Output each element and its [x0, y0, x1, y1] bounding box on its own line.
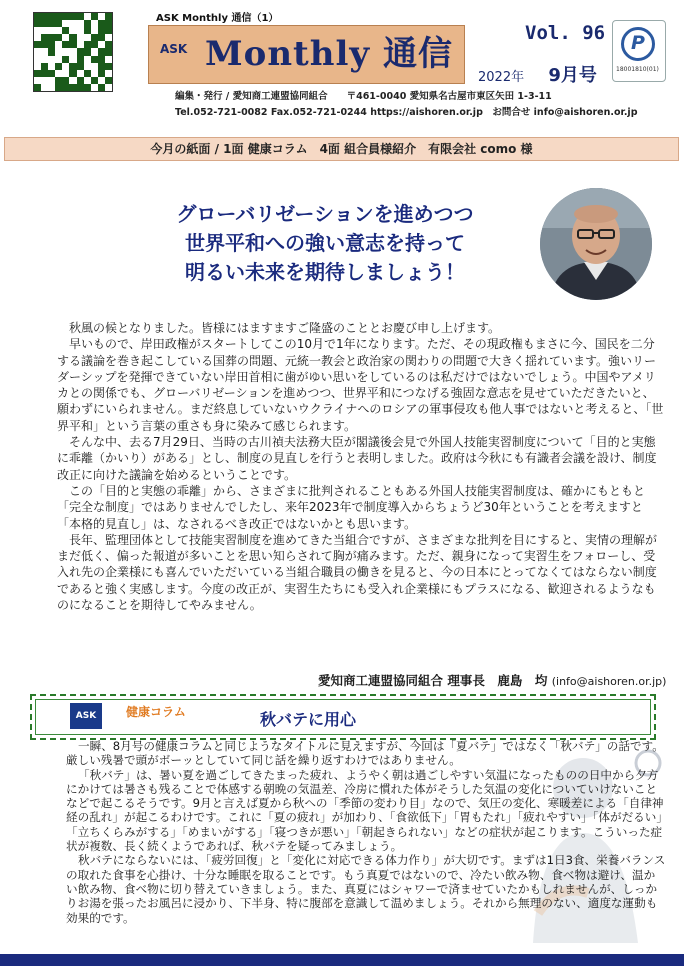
article-paragraph: この「目的と実態の乖離」から、さまざまに批判されることもある外国人技能実習制度は、確かにもともと「完全な制度」ではありませんでしたし、来年2023年で制度導入からちょうど30年ということを考えますと「本格的見直し」は、なされるべき改正ではないかとも思います。 — [57, 483, 646, 531]
issue-label: ASK Monthly 通信（1） — [156, 13, 279, 24]
portrait-icon — [540, 188, 652, 300]
signature-email[interactable]: (info@aishoren.or.jp) — [551, 675, 667, 688]
privacy-mark-logo — [612, 20, 666, 82]
chairman-photo — [540, 188, 652, 300]
column-body — [66, 739, 666, 925]
article-paragraph: 長年、監理団体として技能実習制度を進めてきた当組合ですが、さまざまな批判を目にすると、実情の理解がまだ低く、偏った報道が多いことを思い知らされて胸が痛みます。ただ、親身になって実習生をフォローし、受入れ先の企業様にも喜んでいただいている当組合職員の働きを見ると、今の日本にとってなくてはならない制度であると強く実感します。今度の改正が、実習生たちにも受入れ企業様にもプラスになる、歓迎されるようなものになることを期待してやみません。 — [57, 532, 658, 613]
issue-month: 9月号 — [548, 65, 597, 86]
article-paragraph: そんな中、去る7月29日、当時の古川禎夫法務大臣が閣議後会見で外国人技能実習制度について「目的と実態に乖離（かいり）がある」とし、制度の見直しを行うと表明しました。政府は今秋にも有識者会議を設け、制度改正に向けた議論を始めるということです。 — [57, 435, 657, 482]
privacy-p-icon: P — [631, 32, 645, 54]
headline-line: 明るい未来を期待しましょう！ — [185, 260, 465, 284]
article-paragraph: 秋風の候となりました。皆様にはますますご隆盛のこととお慶び申し上げます。 — [69, 321, 501, 335]
article-body — [57, 320, 665, 613]
column-paragraph: 秋バテにならないには、「疲労回復」と「変化に対応できる体力作り」が大切です。まずは1日3食、栄養バランスの取れた食事を心掛け、十分な睡眠を取ることです。もう真夏ではないので、冷たい飲み物、食べ物は避け、温かい飲み物、食べ物に切り替えていきましょう。また、真夏にはシャワーで済ませていたかもしれませんが、しっかりお湯を張ったお風呂に浸かり、下半身、特に腹部を意識して温めましょう。それから無理のない、適度な運動も効果的です。 — [66, 853, 666, 925]
issue-date — [478, 61, 597, 87]
contact-line: Tel.052-721-0082 Fax.052-721-0244 https://aishoren.or.jp お問合せ info@aishoren.or.jp — [175, 107, 638, 118]
column-label: 健康コラム — [126, 705, 186, 719]
column-title: 秋バテに用心 — [260, 710, 357, 729]
signature — [318, 671, 666, 689]
article-headline — [125, 200, 525, 287]
ask-logo-icon: ASK — [70, 703, 102, 729]
ask-label: ASK — [160, 42, 188, 56]
column-paragraph: 「秋バテ」は、暑い夏を過ごしてきたまった疲れ、ようやく朝は過ごしやすい気温になったものの日中から夕方にかけては暑さも残ることで体感する朝晩の気温差、冷房に慣れた体がそうした気温の変化についていけないことなどで起こるそうです。9月と言えば夏から秋への「季節の変わり目」なので、気圧の変化、寒暖差による「自律神経の乱れ」が起こるわけです。これに「夏の疲れ」が加わり、「食欲低下」「胃もたれ」「疲れやすい」「体がだるい」「立ちくらみがする」「めまいがする」「寝つきが悪い」「朝起きられない」などの症状が起こります。こういった症状が複数、長く続くようであれば、秋バテを疑ってみましょう。 — [66, 767, 664, 854]
signature-name: 愛知商工連盟協同組合 理事長 鹿島 均 — [318, 673, 548, 688]
headline-line: 世界平和への強い意志を持って — [185, 231, 465, 255]
article-paragraph: 早いもので、岸田政権がスタートしてこの10月で1年になります。ただ、その現政権もまさに今、国民を二分する議論を巻き起こしている国葬の問題、元統一教会と政治家の関わりの問題で大きく揺れています。強いリーダーシップを発揮できていない岸田首相に歯がゆい思いをしているのは私だけではないでしょう。中国やアメリカとの関係でも、グローバリゼーションを進めつつ、世界平和につなげる強固な意志を見せていただきたいと、願わずにいられません。まだ終息していないウクライナへのロシアの軍事侵攻も他人事ではないと考えると、「世界平和」という言葉の重さも身に染みて感じられます。 — [57, 337, 664, 433]
contents-bar: 今月の紙面 / 1面 健康コラム 4面 組合員様紹介 有限会社 como 様 — [4, 137, 679, 161]
qr-code[interactable] — [33, 12, 113, 92]
newsletter-title: Monthly 通信 — [205, 34, 453, 74]
volume-number: Vol. 96 — [525, 22, 606, 44]
column-paragraph: 一瞬、8月号の健康コラムと同じようなタイトルに見えますが、今回は「夏バテ」ではなく「秋バテ」の話です。厳しい残暑で頭がボーッとしていて同じ話を繰り返すわけではありません。 — [66, 739, 664, 768]
issue-year: 2022年 — [478, 70, 525, 85]
headline-line: グローバリゼーションを進めつつ — [176, 202, 474, 226]
footer-bar — [0, 954, 684, 966]
publisher-line: 編集・発行 / 愛知商工連盟協同組合 〒461-0040 愛知県名古屋市東区矢田 1-3-11 — [175, 91, 552, 102]
privacy-number: 18001810(01) — [616, 66, 659, 73]
